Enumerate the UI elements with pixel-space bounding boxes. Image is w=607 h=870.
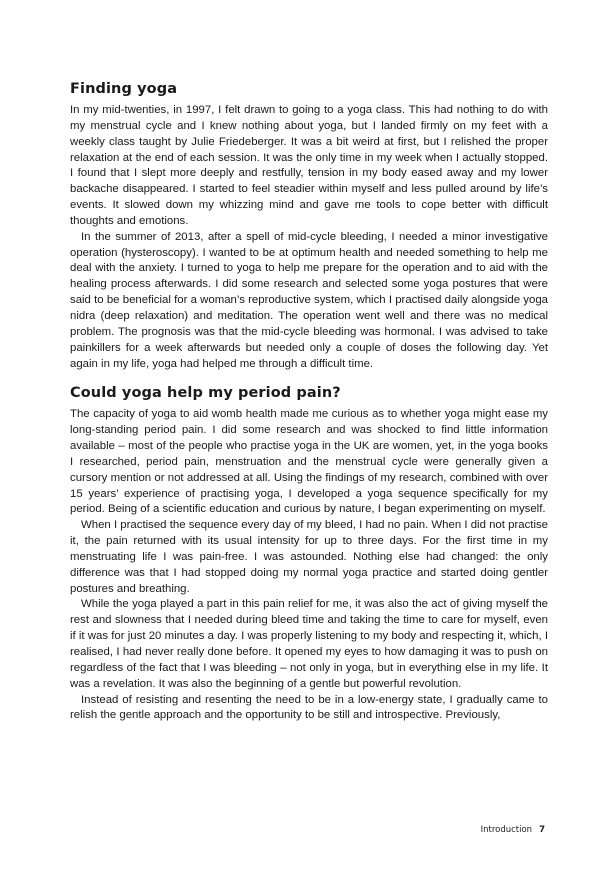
- paragraph: Instead of resisting and resenting the need to be in a low-energy state, I gradually came to relish the gentle approach and the opportunity to be still and introspective. Previously,: [70, 693, 548, 722]
- running-footer-section: Introduction: [480, 825, 533, 835]
- page-number: 7: [539, 825, 545, 835]
- page-footer: [481, 825, 545, 835]
- paragraph: In my mid-twenties, in 1997, I felt drawn to going to a yoga class. This had nothing to do with my menstrual cycle and I knew nothing about yoga, but I landed firmly on my feet with a weekly class taught by Julie Friedeberger. It was a bit weird at first, but I relished the proper relaxation at the end of each session. It was the only time in my week when I actually stopped. I found that I slept more deeply and restfully, tension in my body eased away and my lower backache disappeared. I started to feel steadier within myself and less pulled around by life’s events. It slowed down my whizzing mind and gave me tools to cope better with difficult thoughts and emotions.: [70, 104, 548, 227]
- page-content: [70, 80, 548, 724]
- paragraph: When I practised the sequence every day of my bleed, I had no pain. When I did not practise it, the pain returned with its usual intensity for up to three days. For the first time in my menstruating life I was pain-free. I was astounded. Nothing else had changed: the only difference was that I had stopped doing my normal yoga practice and started doing gentler postures and breathing.: [70, 519, 548, 595]
- paragraph: While the yoga played a part in this pain relief for me, it was also the act of giving myself the rest and slowness that I needed during bleed time and taking the time to care for myself, even if it was for just 20 minutes a day. I was properly listening to my body and respecting it, which, I realised, I had never really done before. It opened my eyes to how damaging it was to push on regardless of the fact that I was bleeding – not only in yoga, but in everything else in my life. It was a revelation. It was also the beginning of a gentle but powerful revolution.: [70, 598, 548, 690]
- paragraph: In the summer of 2013, after a spell of mid-cycle bleeding, I needed a minor investigative operation (hysteroscopy). I wanted to be at optimum health and needed something to help me deal with the anxiety. I turned to yoga to help me prepare for the operation and to aid with the healing process afterwards. I did some research and selected some yoga postures that were said to be beneficial for a woman’s reproductive system, which I practised daily alongside yoga nidra (deep relaxation) and meditation. The operation went well and there was no medical problem. The prognosis was that the mid-cycle bleeding was hormonal. I was advised to take painkillers for a week afterwards but needed only a couple of doses the following day. Yet again in my life, yoga had helped me through a difficult time.: [70, 230, 548, 370]
- paragraph: The capacity of yoga to aid womb health made me curious as to whether yoga might ease my long-standing period pain. I did some research and was shocked to find little information available – most of the people who practise yoga in the UK are women, yet, in the yoga books I researched, period pain, menstruation and the menstrual cycle were generally given a cursory mention or not addressed at all. Using the findings of my research, combined with over 15 years’ experience of practising yoga, I developed a yoga sequence specifically for my period. Being of a scientific education and curious by nature, I began experimenting on myself.: [70, 408, 548, 516]
- section-heading-finding-yoga: Finding yoga: [70, 81, 178, 97]
- section-heading-period-pain: Could yoga help my period pain?: [70, 385, 341, 402]
